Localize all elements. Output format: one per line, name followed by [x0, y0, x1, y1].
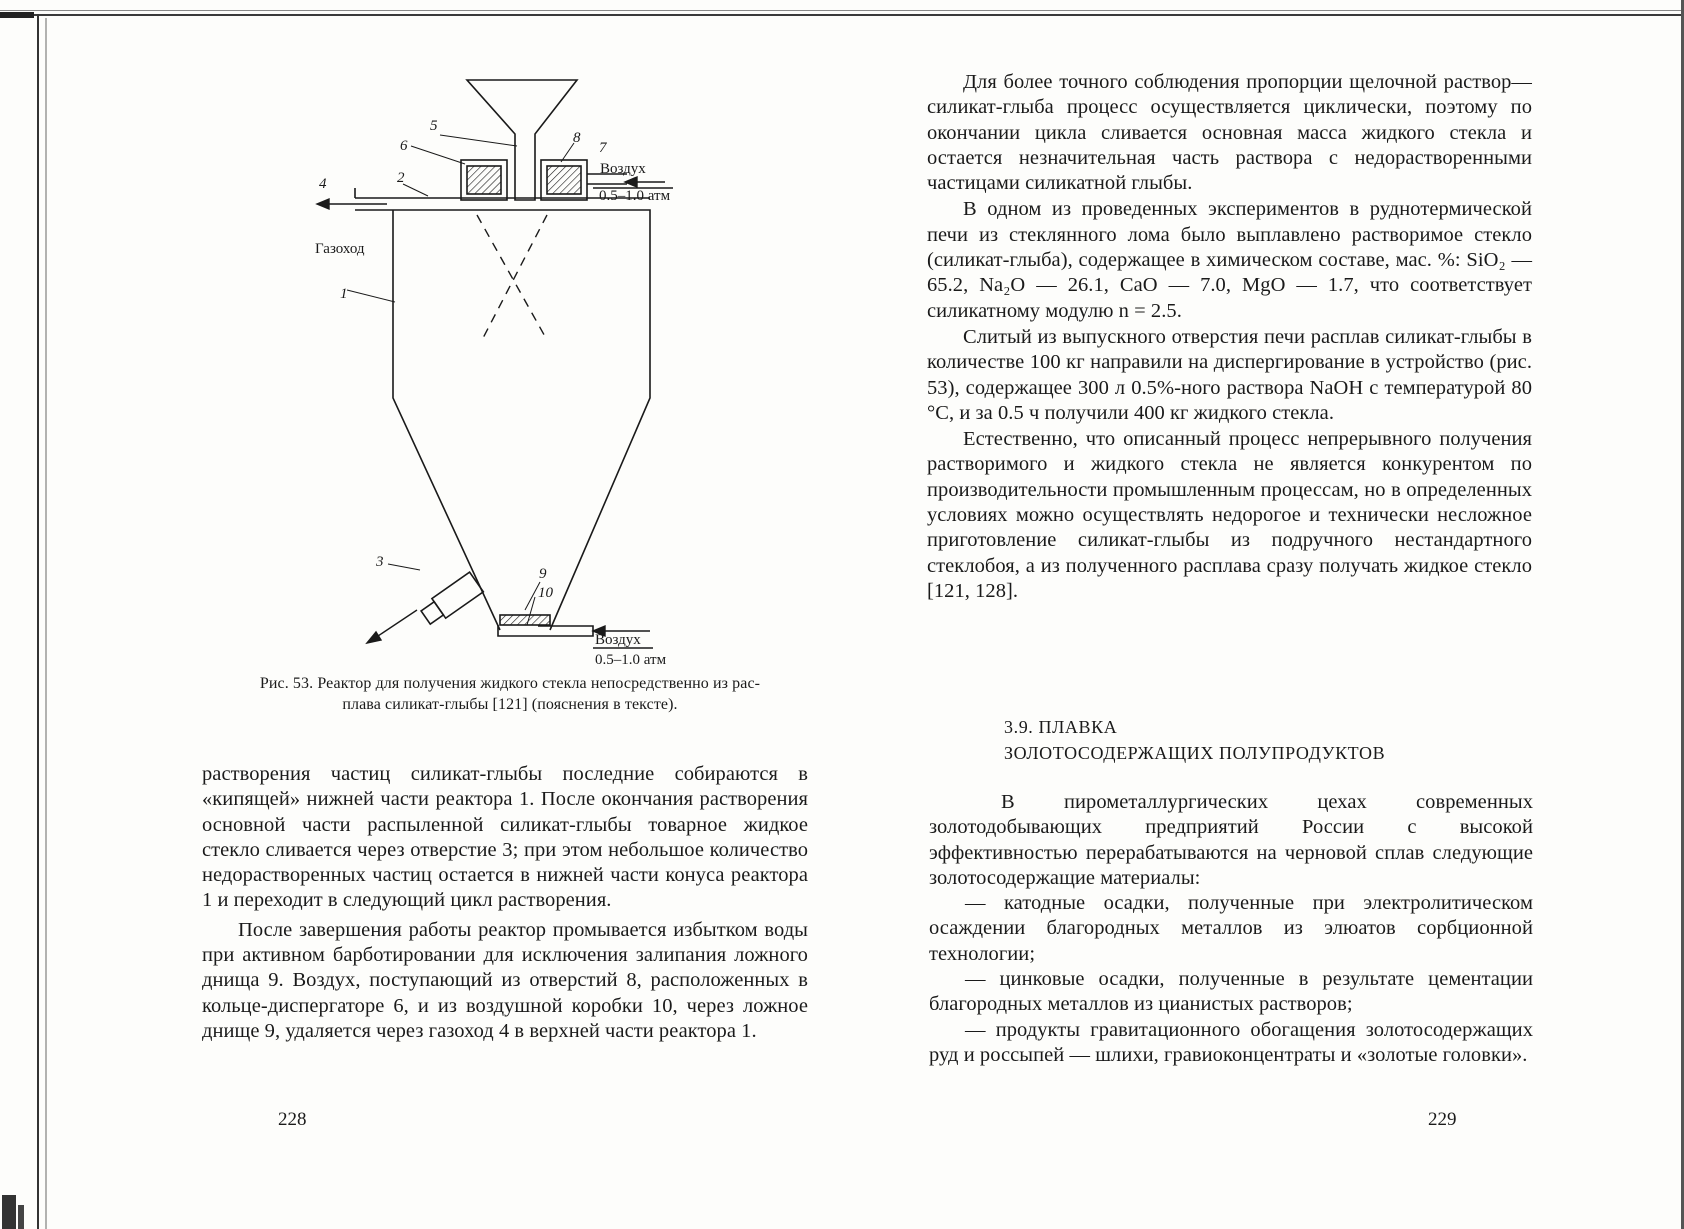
scan-top-border [0, 0, 1684, 16]
reactor-body [393, 210, 650, 630]
label-pressure-bottom: 0.5–1.0 атм [595, 652, 667, 668]
flue-duct-4 [355, 188, 428, 210]
callout-3: 3 [376, 554, 384, 570]
figure-caption [200, 673, 820, 715]
section-number: 3.9. [1004, 717, 1034, 737]
label-air-top: Воздух [600, 161, 646, 177]
callout-5: 5 [430, 118, 438, 134]
right-paragraph-4: Естественно, что описанный процесс непрерывного получения растворимого и жидкого стекла не является конкурентом по производительности промышленным процессам, но в определенных условиях можно осуществлять недорогое и технически несложное приготовление силикат-глыбы из подручного нестандартного стеклобоя, а из полученного расплава сразу получать жидкое стекло [121, 128]. [927, 428, 1532, 602]
left-page-body [202, 762, 808, 1044]
section-title-line-1: ПЛАВКА [1038, 717, 1118, 737]
false-bottom-9 [500, 615, 550, 625]
right-paragraph-1: Для более точного соблюдения пропорции щелочной раствор—силикат-глыба процесс осуществляется циклически, поэтому по окончании цикла сливается основная масса жидкого стекла и остается незначительная часть раствора с недорастворенными частицами силикатной глыбы. [927, 71, 1532, 195]
label-flue: Газоход [315, 241, 365, 257]
section-title-line-2: ЗОЛОТОСОДЕРЖАЩИХ ПОЛУПРОДУКТОВ [1004, 743, 1386, 763]
list-item-3: — продукты гравитационного обогащения золотосодержащих руд и россыпей — шлихи, гравиоконцентраты и «золотые головки». [929, 1018, 1533, 1066]
callout-9: 9 [539, 566, 547, 582]
air-box-10 [498, 625, 593, 636]
callout-6: 6 [400, 138, 408, 154]
right-page-body-bottom [929, 790, 1533, 1068]
right-page-body-top [927, 70, 1532, 604]
caption-line-1: Рис. 53. Реактор для получения жидкого стекла непосредственно из рас- [259, 675, 761, 692]
drain-valve-3 [419, 572, 484, 627]
section-heading [1004, 714, 1385, 766]
callout-8: 8 [573, 130, 581, 146]
scan-left-edge [0, 0, 56, 1229]
right-paragraph-3: Слитый из выпускного отверстия печи расплав силикат-глыбы в количестве 100 кг направили на диспергирование в устройство (рис. 53), содержащее 300 л 0.5%-ного раствора NaOH с температурой 80 °С, и за 0.5 ч получили 400 кг жидкого стекла. [927, 325, 1532, 424]
reactor-diagram [195, 70, 825, 670]
callout-4: 4 [319, 176, 327, 192]
label-pressure-top: 0.5–1.0 атм [599, 188, 671, 204]
left-paragraph-1: растворения частиц силикат-глыбы последние собираются в «кипящей» нижней части реактора 1. После окончания растворения основной части распыленной силикат-глыбы товарное жидкое стекло сливается через отверстие 3; при этом небольшое количество недорастворенных частиц остается в нижней части конуса реактора 1 и переходит в следующий цикл растворения. [202, 763, 808, 912]
callout-2: 2 [397, 170, 405, 186]
caption-line-2: плава силикат-глыбы [121] (пояснения в тексте). [342, 696, 678, 713]
label-air-bottom: Воздух [595, 632, 641, 648]
callout-10: 10 [538, 585, 553, 601]
list-item-2: — цинковые осадки, полученные в результате цементации благородных металлов из цианистых растворов; [929, 968, 1533, 1016]
scan-top-line [0, 10, 1684, 11]
page-number-left: 228 [278, 1109, 307, 1130]
right-paragraph-5: В пирометаллургических цехах современных золотодобывающих предприятий России с высокой эффективностью перерабатываются на черновой сплав следующие золотосодержащие материалы: [929, 791, 1533, 889]
page-number-right: 229 [1428, 1109, 1457, 1130]
left-paragraph-2: После завершения работы реактор промывается избытком воды при активном барботировании для исключения залипания ложного днища 9. Воздух, поступающий из отверстий 8, расположенных в кольце-диспергаторе 6, и из воздушной коробки 10, через ложное днище 9, удаляется через газоход 4 в верхней части реактора 1. [202, 918, 808, 1042]
reactor-figure [195, 70, 825, 670]
callout-1: 1 [340, 286, 348, 302]
callout-7: 7 [599, 140, 607, 156]
list-item-1: — катодные осадки, полученные при электролитическом осаждении благородных металлов из элюатов сорбционной технологии; [929, 892, 1533, 965]
right-paragraph-2: В одном из проведенных экспериментов в руднотермической печи из стеклянного лома было выплавлено растворимое стекло (силикат-глыба), содержащее в химическом составе, мас. %: SiO₂ — 65.2, Na₂O — 26.1, CaO — 7.0, MgO — 1.7, что соответствует силикатному модулю n = 2.5. [927, 198, 1532, 322]
